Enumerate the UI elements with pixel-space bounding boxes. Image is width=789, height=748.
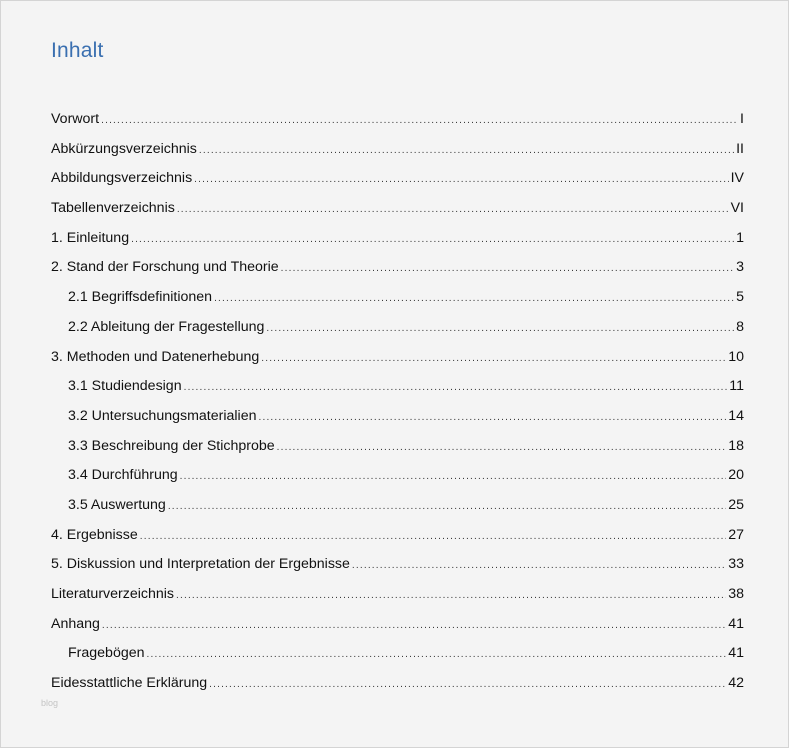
toc-entry-label: 3. Methoden und Datenerhebung bbox=[51, 348, 260, 365]
table-of-contents bbox=[51, 105, 744, 699]
toc-entry-label: 2.1 Begriffsdefinitionen bbox=[68, 289, 213, 306]
dot-leader bbox=[261, 344, 726, 374]
dot-leader bbox=[266, 314, 734, 344]
toc-subentry[interactable] bbox=[51, 491, 744, 521]
toc-entry-page: 8 bbox=[736, 318, 744, 335]
toc-subentry[interactable] bbox=[51, 372, 744, 402]
toc-subentry[interactable] bbox=[51, 639, 744, 669]
toc-subentry[interactable] bbox=[51, 402, 744, 432]
toc-entry-page: 27 bbox=[728, 526, 744, 543]
dot-leader bbox=[194, 165, 728, 195]
toc-entry-page: VI bbox=[730, 200, 744, 217]
toc-entry-label: 3.4 Durchführung bbox=[68, 467, 178, 484]
toc-entry-page: 38 bbox=[728, 586, 744, 602]
toc-entry-label: Fragebögen bbox=[68, 645, 145, 662]
toc-entry-page: II bbox=[736, 140, 744, 157]
toc-heading: Inhalt bbox=[51, 39, 104, 62]
toc-entry-label: Eidesstattliche Erklärung bbox=[51, 675, 208, 692]
toc-entry-label: Tabellenverzeichnis bbox=[51, 200, 175, 217]
toc-entry-label: 2. Stand der Forschung und Theorie bbox=[51, 259, 279, 276]
dot-leader bbox=[168, 492, 726, 522]
toc-entry-page: 41 bbox=[728, 615, 744, 632]
toc-entry-page: 10 bbox=[728, 348, 744, 365]
toc-subentry[interactable] bbox=[51, 432, 744, 462]
toc-entry[interactable] bbox=[51, 135, 744, 165]
toc-entry-label: Literaturverzeichnis bbox=[51, 586, 175, 602]
dot-leader bbox=[101, 106, 738, 136]
toc-entry-label: 3.2 Untersuchungsmaterialien bbox=[68, 407, 257, 424]
dot-leader bbox=[102, 611, 726, 641]
toc-entry-label: 5. Diskussion und Interpretation der Ergebnisse bbox=[51, 556, 350, 573]
toc-entry-label: 1. Einleitung bbox=[51, 229, 130, 246]
dot-leader bbox=[131, 225, 734, 255]
dot-leader bbox=[199, 136, 734, 166]
toc-entry-page: 11 bbox=[729, 378, 744, 395]
toc-entry[interactable] bbox=[51, 164, 744, 194]
toc-entry-label: Anhang bbox=[51, 615, 100, 632]
watermark: blog bbox=[41, 698, 59, 708]
toc-entry-label: 3.5 Auswertung bbox=[68, 496, 166, 513]
toc-entry-page: 5 bbox=[736, 289, 744, 306]
toc-entry[interactable] bbox=[51, 224, 744, 254]
toc-entry[interactable] bbox=[51, 610, 744, 640]
toc-subentry[interactable] bbox=[51, 283, 744, 313]
toc-entry-label: Vorwort bbox=[51, 111, 100, 127]
dot-leader bbox=[140, 522, 726, 552]
dot-leader bbox=[258, 403, 726, 433]
toc-entry[interactable] bbox=[51, 194, 744, 224]
toc-entry-page: 25 bbox=[728, 496, 744, 513]
dot-leader bbox=[277, 433, 727, 463]
toc-entry-page: 41 bbox=[728, 645, 744, 662]
dot-leader bbox=[209, 670, 726, 700]
dot-leader bbox=[214, 284, 734, 314]
toc-subentry[interactable] bbox=[51, 313, 744, 343]
dot-leader bbox=[180, 462, 727, 492]
toc-entry[interactable] bbox=[51, 550, 744, 580]
toc-entry-label: 3.1 Studiendesign bbox=[68, 378, 182, 395]
toc-entry[interactable] bbox=[51, 521, 744, 551]
toc-entry-page: 18 bbox=[728, 437, 744, 454]
toc-entry-label: 3.3 Beschreibung der Stichprobe bbox=[68, 437, 275, 454]
toc-entry-label: 4. Ergebnisse bbox=[51, 526, 138, 543]
toc-entry-page: 14 bbox=[728, 407, 744, 424]
dot-leader bbox=[176, 581, 726, 611]
dot-leader bbox=[281, 254, 734, 284]
toc-entry-page: IV bbox=[730, 170, 744, 187]
toc-entry-page: 20 bbox=[728, 467, 744, 484]
dot-leader bbox=[352, 551, 726, 581]
toc-entry-page: 3 bbox=[736, 259, 744, 276]
dot-leader bbox=[147, 640, 727, 670]
toc-entry-page: I bbox=[740, 111, 744, 127]
toc-entry[interactable] bbox=[51, 343, 744, 373]
toc-entry-page: 42 bbox=[728, 675, 744, 692]
toc-entry[interactable] bbox=[51, 105, 744, 135]
toc-entry[interactable] bbox=[51, 253, 744, 283]
dot-leader bbox=[184, 373, 728, 403]
toc-entry-page: 1 bbox=[736, 229, 744, 246]
toc-entry-label: Abkürzungsverzeichnis bbox=[51, 140, 197, 157]
toc-entry-label: 2.2 Ableitung der Fragestellung bbox=[68, 318, 265, 335]
toc-subentry[interactable] bbox=[51, 461, 744, 491]
toc-entry[interactable] bbox=[51, 580, 744, 610]
toc-entry-page: 33 bbox=[728, 556, 744, 573]
dot-leader bbox=[177, 195, 729, 225]
toc-entry-label: Abbildungsverzeichnis bbox=[51, 170, 193, 187]
toc-entry[interactable] bbox=[51, 669, 744, 699]
